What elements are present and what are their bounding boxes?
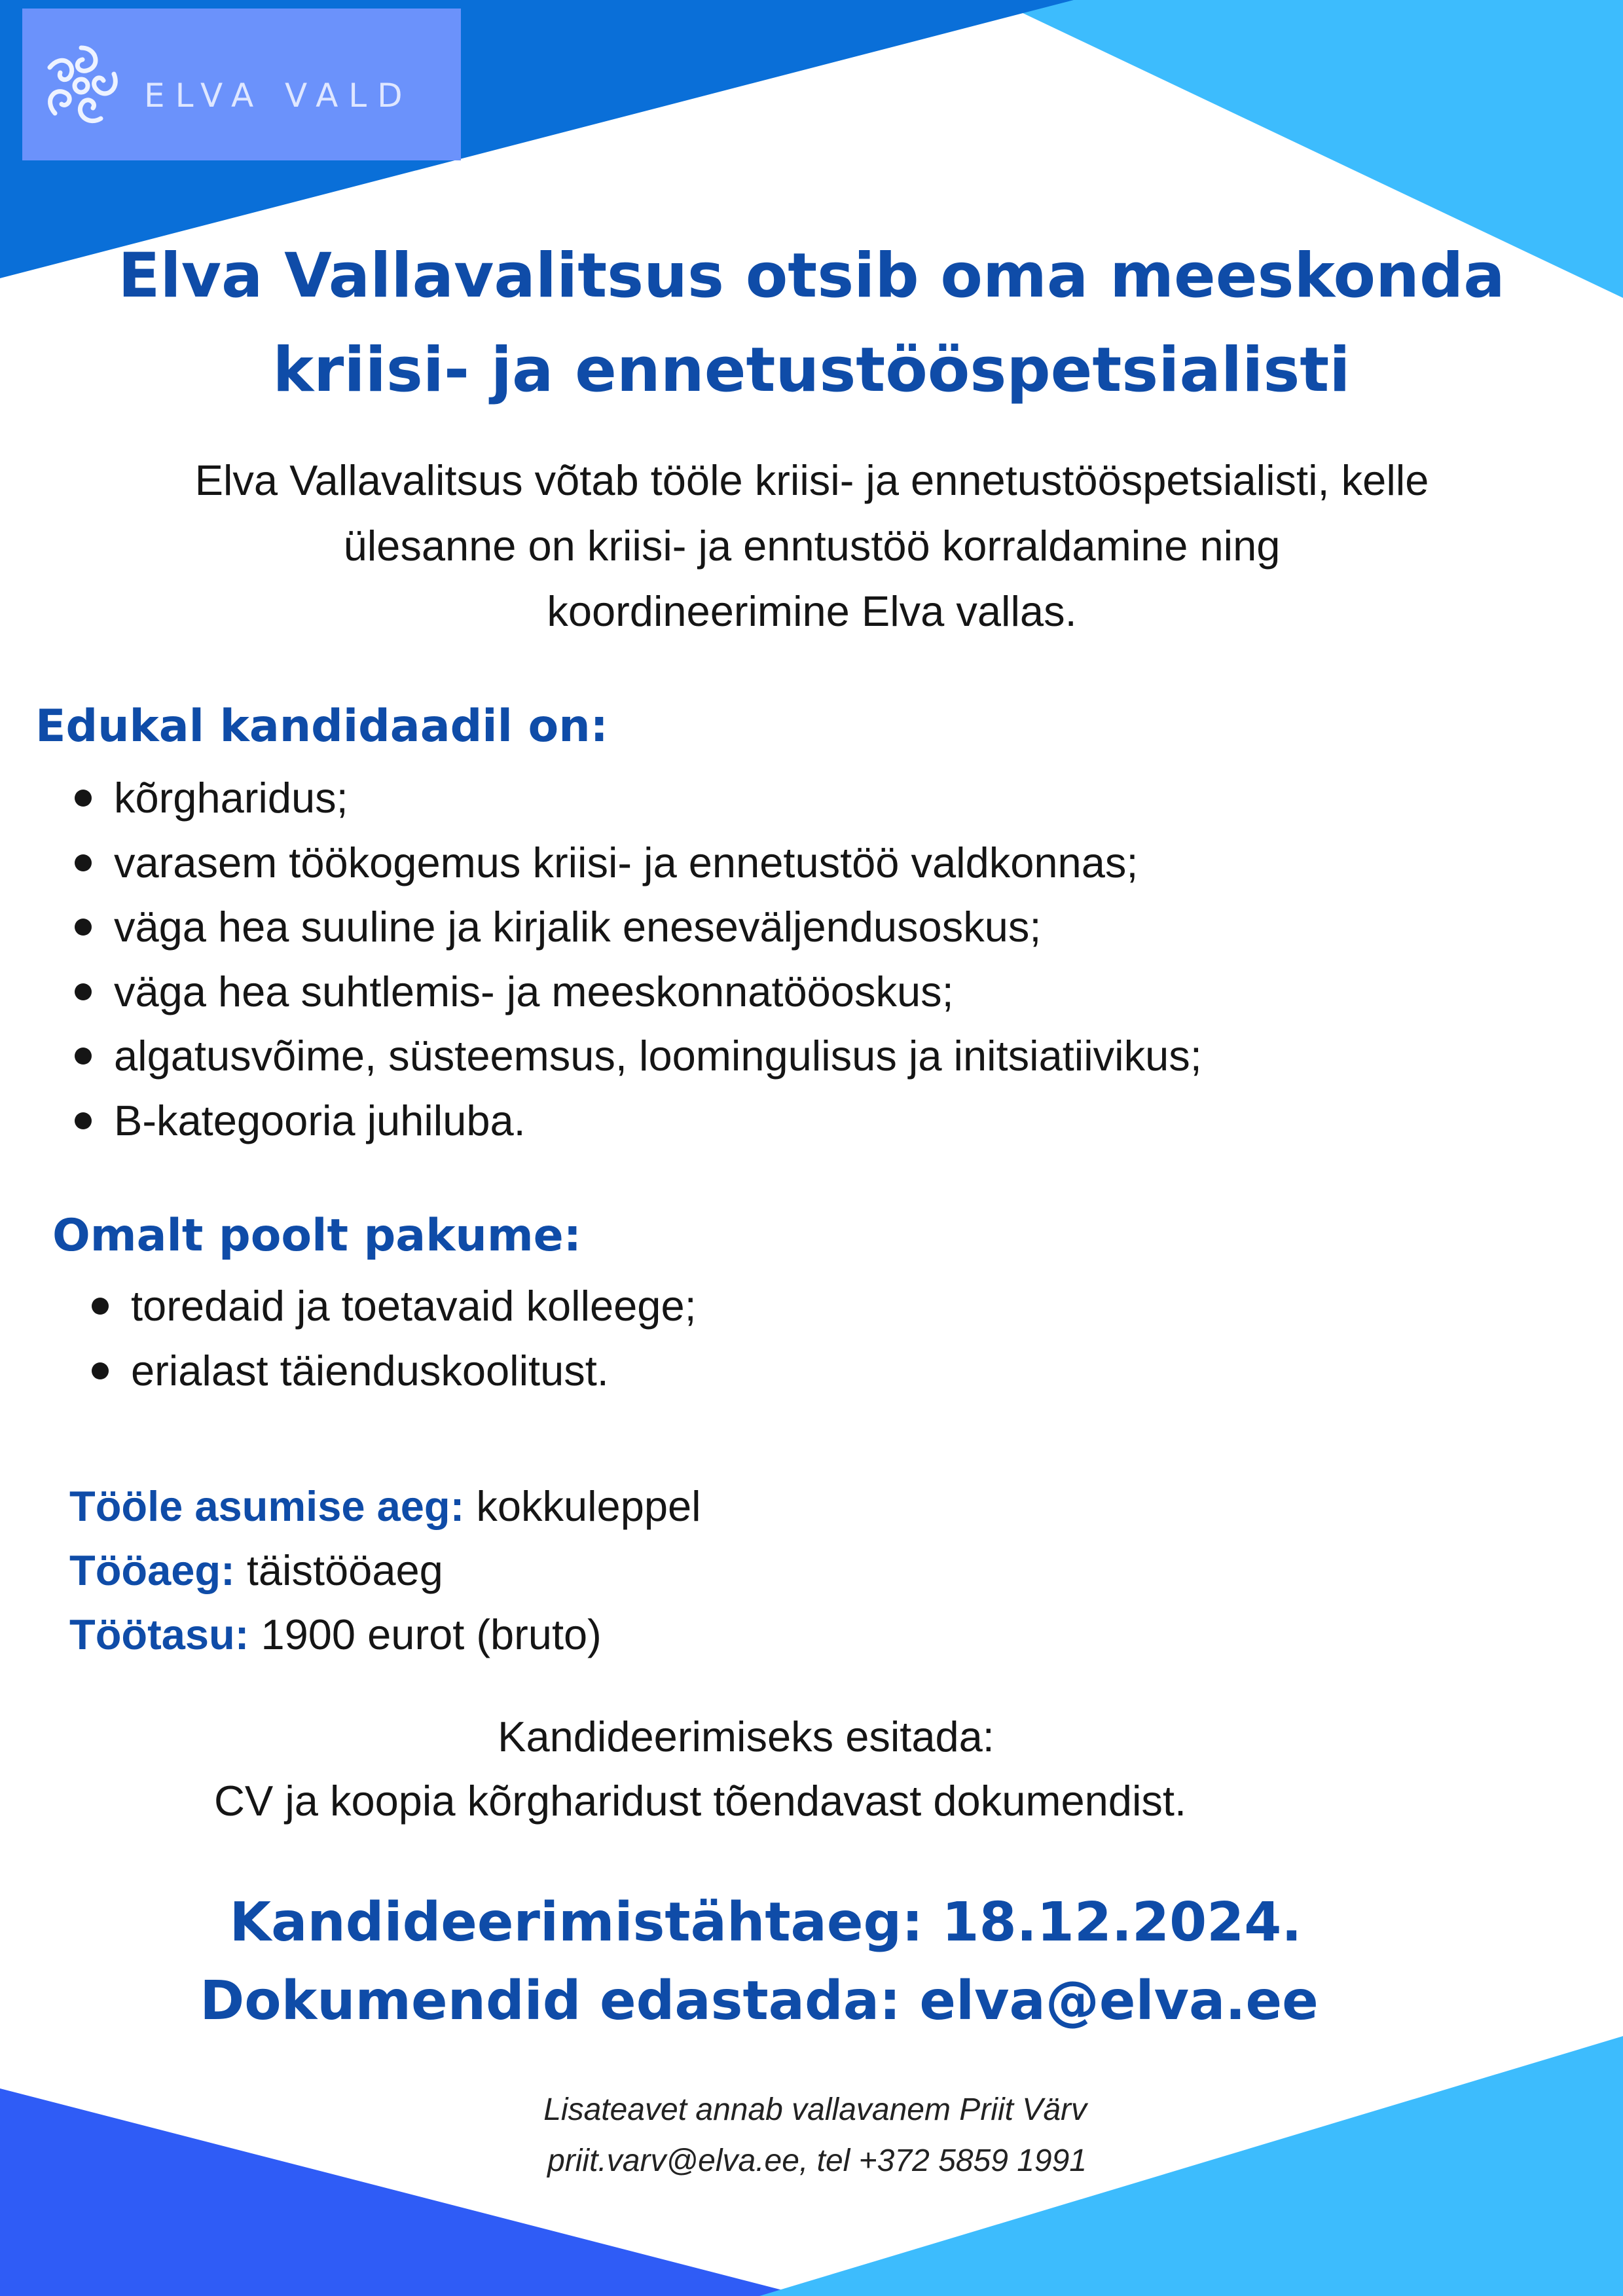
bullet-icon bbox=[75, 919, 92, 936]
offer-heading: Omalt poolt pakume: bbox=[52, 1210, 581, 1262]
page-title-line-1: Elva Vallavalitsus otsib oma meeskonda bbox=[118, 240, 1505, 312]
logo bbox=[22, 9, 461, 160]
logo-text: ELVA VALD bbox=[144, 77, 413, 115]
list-item: toredaid ja toetavaid kolleege; bbox=[92, 1274, 1401, 1339]
contact-line-2: priit.varv@elva.ee, tel +372 5859 1991 bbox=[547, 2143, 1087, 2178]
requirements-list bbox=[75, 766, 1515, 1159]
documents-email-line: Dokumendid edastada: elva@elva.ee bbox=[200, 1970, 1319, 2032]
apply-line-1: Kandideerimiseks esitada: bbox=[498, 1713, 994, 1760]
bullet-icon bbox=[75, 1048, 92, 1065]
list-item: erialast täienduskoolitust. bbox=[92, 1339, 1401, 1404]
start-date-label: Tööle asumise aeg: bbox=[69, 1482, 465, 1530]
contact-line-1: Lisateavet annab vallavanem Priit Värv bbox=[543, 2092, 1087, 2127]
list-item: algatusvõime, süsteemsus, loomingulisus ja initsiatiivikus; bbox=[75, 1024, 1515, 1089]
deadline-line: Kandideerimistähtaeg: 18.12.2024. bbox=[229, 1891, 1302, 1954]
work-time-label: Tööaeg: bbox=[69, 1546, 235, 1594]
bullet-icon bbox=[75, 1112, 92, 1129]
bullet-icon bbox=[75, 854, 92, 871]
requirements-heading: Edukal kandidaadil on: bbox=[35, 701, 608, 752]
page-title-line-2: kriisi- ja ennetustööspetsialisti bbox=[272, 335, 1351, 406]
bullet-icon bbox=[75, 790, 92, 807]
intro-line-2: ülesanne on kriisi- ja enntustöö korraldamine ning bbox=[343, 522, 1281, 570]
list-item: väga hea suuline ja kirjalik eneseväljendusoskus; bbox=[75, 895, 1515, 960]
job-details bbox=[69, 1474, 1248, 1667]
list-item: B-kategooria juhiluba. bbox=[75, 1089, 1515, 1154]
bullet-icon bbox=[92, 1362, 109, 1379]
start-date-value: kokkuleppel bbox=[476, 1482, 701, 1530]
apply-line-2: CV ja koopia kõrgharidust tõendavast dokumendist. bbox=[213, 1777, 1187, 1825]
salary-value: 1900 eurot (bruto) bbox=[261, 1611, 602, 1658]
work-time-value: täistööaeg bbox=[246, 1546, 443, 1594]
salary-label: Töötasu: bbox=[69, 1611, 249, 1658]
elva-ornament-icon bbox=[35, 35, 127, 133]
work-time-row bbox=[69, 1539, 1248, 1603]
intro-line-3: koordineerimine Elva vallas. bbox=[547, 587, 1077, 635]
offer-list bbox=[92, 1274, 1401, 1405]
list-item: kõrgharidus; bbox=[75, 766, 1515, 831]
list-item: väga hea suhtlemis- ja meeskonnatööoskus; bbox=[75, 960, 1515, 1025]
start-date-row bbox=[69, 1474, 1248, 1539]
bullet-icon bbox=[75, 983, 92, 1000]
list-item: varasem töökogemus kriisi- ja ennetustöö valdkonnas; bbox=[75, 831, 1515, 896]
intro-line-1: Elva Vallavalitsus võtab tööle kriisi- ja ennetustööspetsialisti, kelle bbox=[194, 456, 1429, 504]
bullet-icon bbox=[92, 1298, 109, 1315]
salary-row bbox=[69, 1603, 1248, 1667]
